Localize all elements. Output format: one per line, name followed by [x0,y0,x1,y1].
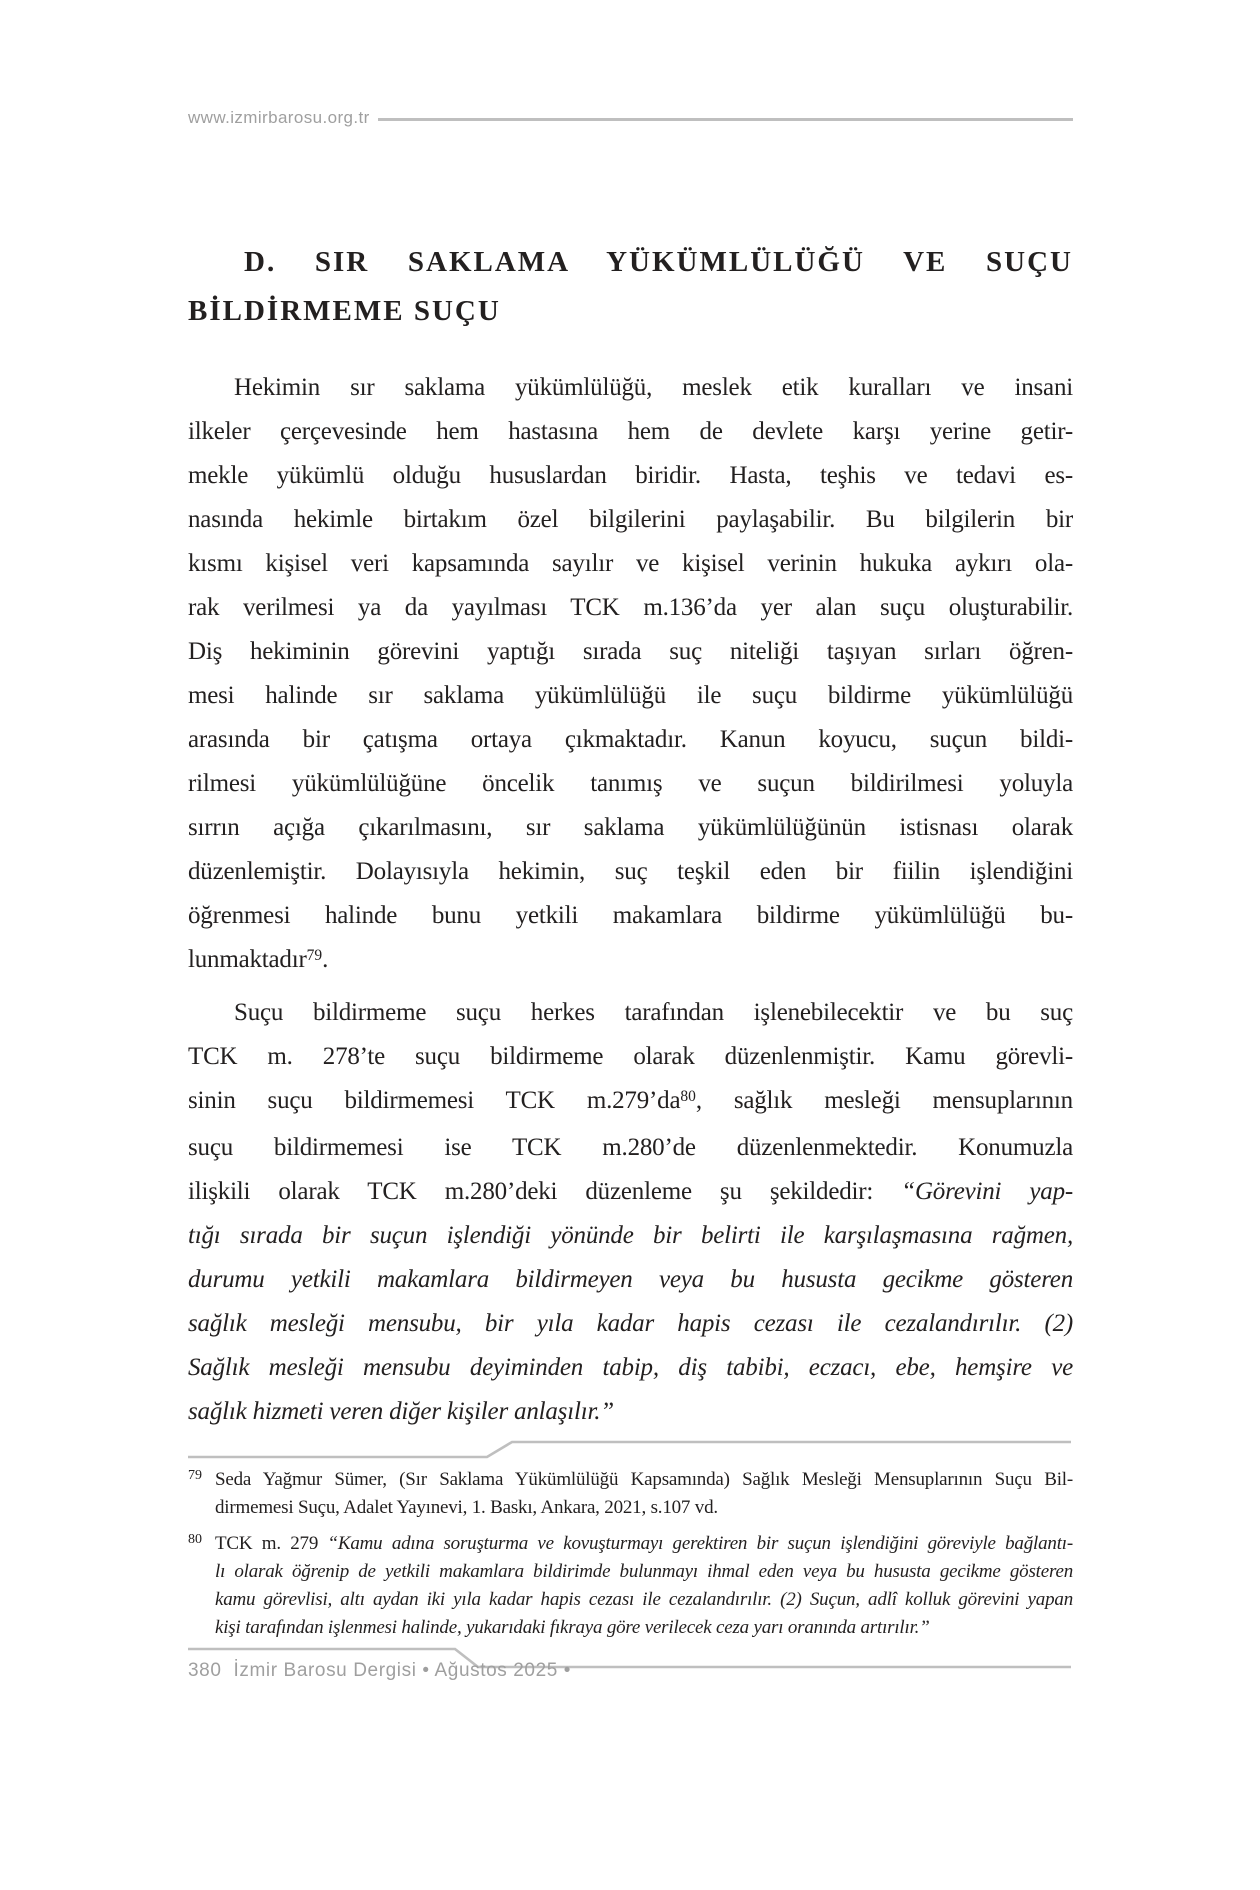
page-footer [188,1660,1073,1682]
text-segment: durumu yetkili makamlara bildirmeyen veya bu hususta gecikme gösteren [188,1266,1073,1293]
text-segment: “Kamu adına soruşturma ve kovuşturmayı gerektiren bir suçun işlendiğini göreviyle bağlantı- [327,1533,1073,1554]
text-line [188,938,1073,985]
text-line [188,718,1073,762]
text-segment: sinin suçu bildirmemesi TCK m.279’da [188,1087,681,1114]
text-line [215,1586,1073,1614]
text-segment: düzenlemiştir. Dolayısıyla hekimin, suç teşkil eden bir fiilin işlendiğini [188,858,1073,885]
text-segment: mesi halinde sır saklama yükümlülüğü ile suçu bildirme yükümlülüğü [188,682,1073,709]
text-line [188,287,1073,336]
text-segment: kamu görevlisi, altı aydan iki yıla kadar hapis cezası ile cezalandırılır. (2) Suçun, adlî kolluk görevini yapan [215,1589,1073,1610]
text-line [188,1302,1073,1346]
text-segment: “Görevini yap- [901,1178,1073,1205]
footnote-ref: 79 [306,947,323,965]
text-segment: . [322,946,329,973]
footnotes-section [188,1466,1073,1642]
text-line [188,1126,1073,1170]
text-segment: D. SIR SAKLAMA YÜKÜMLÜLÜĞÜ VE SUÇU [244,246,1073,278]
text-line [188,1035,1073,1079]
footnote-number: 80 [188,1532,202,1547]
text-line [188,630,1073,674]
text-line [188,498,1073,542]
footnote-number: 79 [188,1468,202,1483]
text-segment: Seda Yağmur Sümer, (Sır Saklama Yükümlülüğü Kapsamında) Sağlık Mesleği Mensuplarının Suçu Bil- [215,1469,1073,1490]
text-segment: lunmaktadır [188,946,307,973]
text-segment: sağlık hizmeti veren diğer kişiler anlaşılır.” [188,1398,614,1425]
text-segment: suçu bildirmemesi ise TCK m.280’de düzenlenmektedir. Konumuzla [188,1134,1073,1161]
text-segment: mekle yükümlü olduğu hususlardan biridir. Hasta, teşhis ve tedavi es- [188,462,1073,489]
text-segment: dirmemesi Suçu, Adalet Yayınevi, 1. Baskı, Ankara, 2021, s.107 vd. [215,1497,718,1518]
text-segment: sırrın açığa çıkarılmasını, sır saklama yükümlülüğünün istisnası olarak [188,814,1073,841]
text-line [188,674,1073,718]
text-segment: TCK m. 278’te suçu bildirmeme olarak düzenlenmiştir. Kamu görevli- [188,1043,1073,1070]
text-segment: rak verilmesi ya da yayılması TCK m.136’da yer alan suçu oluşturabilir. [188,594,1073,621]
section-heading [188,238,1073,336]
text-line [188,454,1073,498]
text-line [215,1614,1073,1642]
text-segment: Suçu bildirmeme suçu herkes tarafından işlenebilecektir ve bu suç [234,999,1073,1026]
text-line [188,1346,1073,1390]
text-line [188,542,1073,586]
text-line [188,1258,1073,1302]
text-segment: kişi tarafından işlenmesi halinde, yukarıdaki fıkraya göre verilecek ceza yarı oranında artırılır.” [215,1617,930,1638]
site-url: www.izmirbarosu.org.tr [188,108,370,127]
page-number: 380 [188,1660,222,1681]
text-segment: kısmı kişisel veri kapsamında sayılır ve kişisel verinin hukuka aykırı ola- [188,550,1073,577]
text-line [215,1494,1073,1522]
footnote-text [215,1530,1073,1642]
header-rule [378,118,1073,121]
text-line [215,1466,1073,1494]
body-paragraph-2 [188,991,1073,1434]
text-line [188,1390,1073,1434]
text-segment: tığı sırada bir suçun işlendiği yönünde bir belirti ile karşılaşmasına rağmen, [188,1222,1073,1249]
text-segment: lı olarak öğrenip de yetkili makamlara bildirimde bulunmayı ihmal eden veya bu hususta gecikme gösteren [215,1561,1073,1582]
text-line [188,806,1073,850]
text-segment: , sağlık mesleği mensuplarının [695,1087,1073,1114]
text-line [188,1170,1073,1214]
text-segment: Diş hekiminin görevini yaptığı sırada suç niteliği taşıyan sırları öğren- [188,638,1073,665]
text-line [188,410,1073,454]
text-segment: arasında bir çatışma ortaya çıkmaktadır. Kanun koyucu, suçun bildi- [188,726,1073,753]
footnote-text [215,1466,1073,1522]
text-segment: sağlık mesleği mensubu, bir yıla kadar hapis cezası ile cezalandırılır. (2) [188,1310,1073,1337]
text-line [188,991,1073,1035]
text-segment: Hekimin sır saklama yükümlülüğü, meslek etik kuralları ve insani [234,374,1073,401]
footnote-79 [188,1466,1073,1522]
text-line [188,762,1073,806]
text-segment: ilkeler çerçevesinde hem hastasına hem de devlete karşı yerine getir- [188,418,1073,445]
page-header [188,108,1073,128]
text-line [215,1530,1073,1558]
text-line [188,894,1073,938]
text-line [188,1079,1073,1126]
journal-title: İzmir Barosu Dergisi • Ağustos 2025 • [233,1660,572,1681]
text-segment: TCK m. 279 [215,1533,328,1554]
text-line [215,1558,1073,1586]
footnote-ref: 80 [680,1088,696,1106]
footnote-80 [188,1530,1073,1642]
text-segment: öğrenmesi halinde bunu yetkili makamlara bildirme yükümlülüğü bu- [188,902,1073,929]
footnote-separator [185,1438,1076,1464]
text-line [188,238,1073,287]
text-line [188,1214,1073,1258]
text-segment: nasında hekimle birtakım özel bilgilerini paylaşabilir. Bu bilgilerin bir [188,506,1073,533]
text-segment: BİLDİRMEME SUÇU [188,295,501,327]
text-segment: ilişkili olarak TCK m.280’deki düzenleme şu şekildedir: [188,1178,902,1205]
body-paragraph-1 [188,366,1073,985]
text-segment: rilmesi yükümlülüğüne öncelik tanımış ve suçun bildirilmesi yoluyla [188,770,1073,797]
text-line [188,366,1073,410]
text-line [188,850,1073,894]
text-segment: Sağlık mesleği mensubu deyiminden tabip, diş tabibi, eczacı, ebe, hemşire ve [188,1354,1073,1381]
text-line [188,586,1073,630]
